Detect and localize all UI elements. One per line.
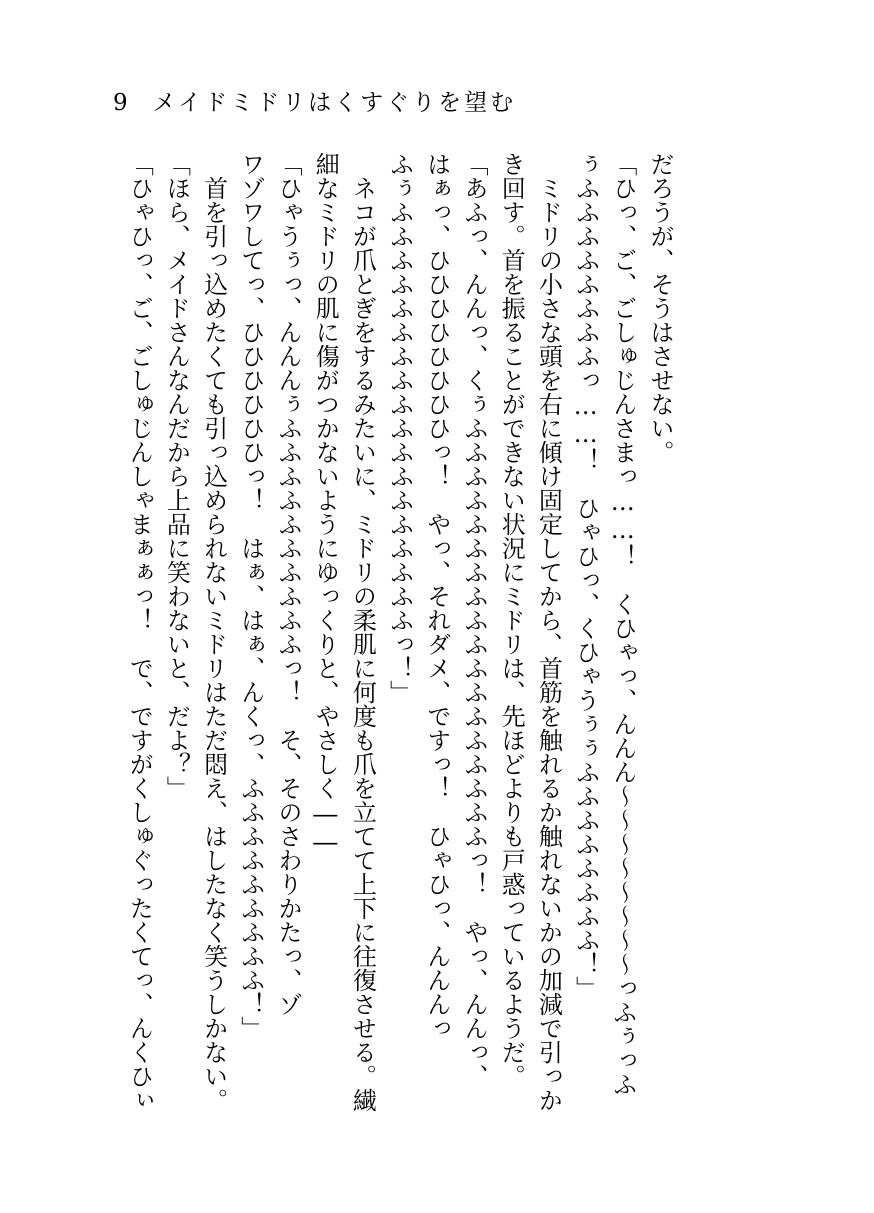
text-line: き回す。首を振ることができない状況にミドリは、先ほどよりも戸惑っているようだ。 <box>497 152 526 1088</box>
page-number: 9 <box>113 90 131 116</box>
text-line: 細なミドリの肌に傷がつかないようにゆっくりと、やさしく―― <box>311 152 340 856</box>
text-line: 首を引っ込めたくても引っ込められないミドリはただ悶え、はしたなく笑うしかない。 <box>199 152 228 1112</box>
text-line: ふぅふふふふふふふふふふふふふふふふふふっ！」 <box>385 152 414 704</box>
text-line: 「ひっ、ご、ごしゅじんさまっ……！ くひゃっ、んんん～～～～～～～～っふぅっふ <box>608 152 637 1096</box>
text-line: 「あふっ、んんっ、くぅふふふふふふふふふふふふふふふふふふっ！ やっ、んんっ、 <box>460 152 488 1088</box>
text-line: ミドリの小さな頭を右に傾け固定してから、首筋を触れるか触れないかの加減で引っか <box>534 152 563 1112</box>
text-line: 「ひゃひっ、ご、ごしゅじんしゃまぁぁっ！ で、ですがくしゅぐったくてっ、んくひぃ <box>125 152 154 1112</box>
text-line: ネコが爪とぎをするみたいに、ミドリの柔肌に何度も爪を立てて上下に往復させる。繊 <box>348 152 377 1112</box>
text-line: だろうが、そうはさせない。 <box>646 152 674 464</box>
text-line: ぅふふふふふふふふっ……！ ひゃひっ、くひゃうぅぅふふふふふふふふ！」 <box>571 152 600 1000</box>
text-line: ワゾワしてっ、ひひひひひひっ！ はぁ、はぁ、んくっ、ふふふふふふふふふ！」 <box>236 152 265 1040</box>
text-line: 「ほら、メイドさんなんだから上品に笑わないと、だよ？」 <box>162 152 191 800</box>
text-line: はぁっ、ひひひひひひひひっ！ やっ、それダメ、ですっ！ ひゃひっ、んんんっ <box>422 152 451 1040</box>
chapter-title: メイドミドリはくすぐりを望む <box>152 90 517 116</box>
text-line: 「ひゃうぅっ、んんんぅふふふふふふふふふふっ！ そ、そのさわりかたっ、ゾ <box>274 152 302 1016</box>
